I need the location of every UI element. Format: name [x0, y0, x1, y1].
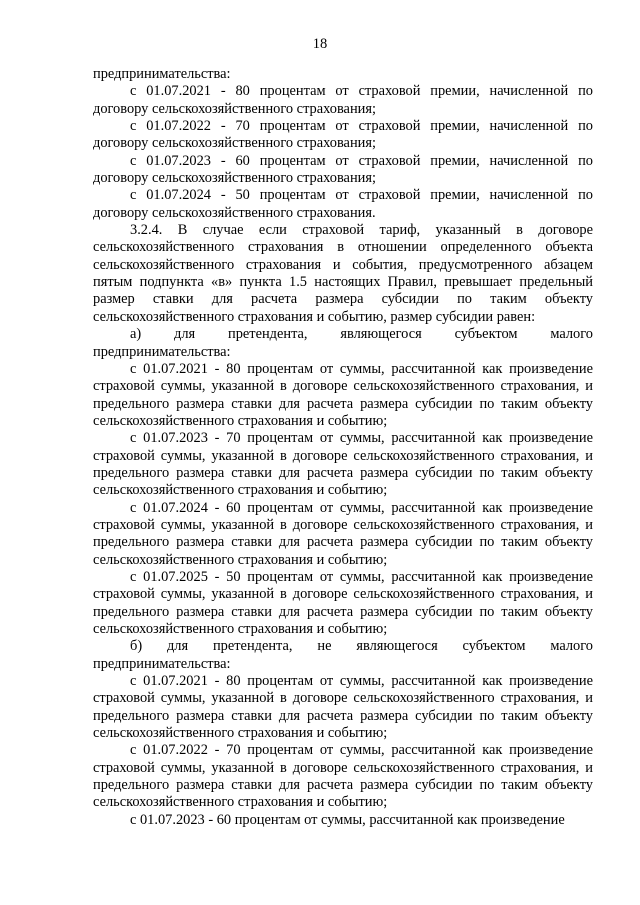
paragraph-item-b-continuation: предпринимательства: — [93, 655, 231, 672]
paragraph-continuation: предпринимательства: — [93, 66, 231, 82]
paragraph-a-rate-2021: с 01.07.2021 - 80 процентам от суммы, рассчитанной как произведение страховой суммы, указанной в договоре сельскохозяйственного страхования, и предельного размера ставки для расчета размера субсидии по таким объекту сельскохозяйственного страхования и событию; — [93, 360, 593, 429]
paragraph-item-b: б) для претендента, не являющегося субъектом малого — [130, 638, 593, 655]
page-number: 18 — [312, 36, 328, 52]
paragraph-rate-2021: с 01.07.2021 - 80 процентам от страховой премии, начисленной по договору сельскохозяйственного страхования; — [93, 83, 593, 117]
paragraph-a-rate-2025: с 01.07.2025 - 50 процентам от суммы, рассчитанной как произведение страховой суммы, указанной в договоре сельскохозяйственного страхования, и предельного размера ставки для расчета размера субсидии по таким объекту сельскохозяйственного страхования и событию; — [93, 568, 593, 637]
paragraph-b-rate-2021: с 01.07.2021 - 80 процентам от суммы, рассчитанной как произведение страховой суммы, указанной в договоре сельскохозяйственного страхования, и предельного размера ставки для расчета размера субсидии по таким объекту сельскохозяйственного страхования и событию; — [93, 673, 593, 742]
paragraph-rate-2024: с 01.07.2024 - 50 процентам от страховой премии, начисленной по договору сельскохозяйственного страхования. — [93, 187, 593, 221]
paragraph-section-3-2-4: 3.2.4. В случае если страховой тариф, указанный в договоре сельскохозяйственного страхования в отношении определенного объекта сельскохозяйственного страхования и события, предусмотренного абзацем пятым подпункта «в» пункта 1.5 настоящих Правил, превышает предельный размер ставки для расчета размера субсидии по таким объекту сельскохозяйственного страхования и событию, размер субсидии равен: — [93, 222, 593, 325]
paragraph-b-rate-2022: с 01.07.2022 - 70 процентам от суммы, рассчитанной как произведение страховой суммы, указанной в договоре сельскохозяйственного страхования, и предельного размера ставки для расчета размера субсидии по таким объекту сельскохозяйственного страхования и событию; — [93, 742, 593, 811]
paragraph-item-a: а) для претендента, являющегося субъектом малого — [130, 326, 593, 343]
paragraph-a-rate-2023: с 01.07.2023 - 70 процентам от суммы, рассчитанной как произведение страховой суммы, указанной в договоре сельскохозяйственного страхования, и предельного размера ставки для расчета размера субсидии по таким объекту сельскохозяйственного страхования и событию; — [93, 430, 593, 499]
paragraph-rate-2023: с 01.07.2023 - 60 процентам от страховой премии, начисленной по договору сельскохозяйственного страхования; — [93, 152, 593, 187]
document-body — [93, 66, 593, 829]
paragraph-b-rate-2023: с 01.07.2023 - 60 процентам от суммы, рассчитанной как произведение — [130, 811, 565, 828]
paragraph-rate-2022: с 01.07.2022 - 70 процентам от страховой премии, начисленной по договору сельскохозяйственного страхования; — [93, 118, 593, 152]
paragraph-a-rate-2024: с 01.07.2024 - 60 процентам от суммы, рассчитанной как произведение страховой суммы, указанной в договоре сельскохозяйственного страхования, и предельного размера ставки для расчета размера субсидии по таким объекту сельскохозяйственного страхования и событию; — [93, 499, 593, 568]
paragraph-item-a-continuation: предпринимательства: — [93, 343, 231, 360]
